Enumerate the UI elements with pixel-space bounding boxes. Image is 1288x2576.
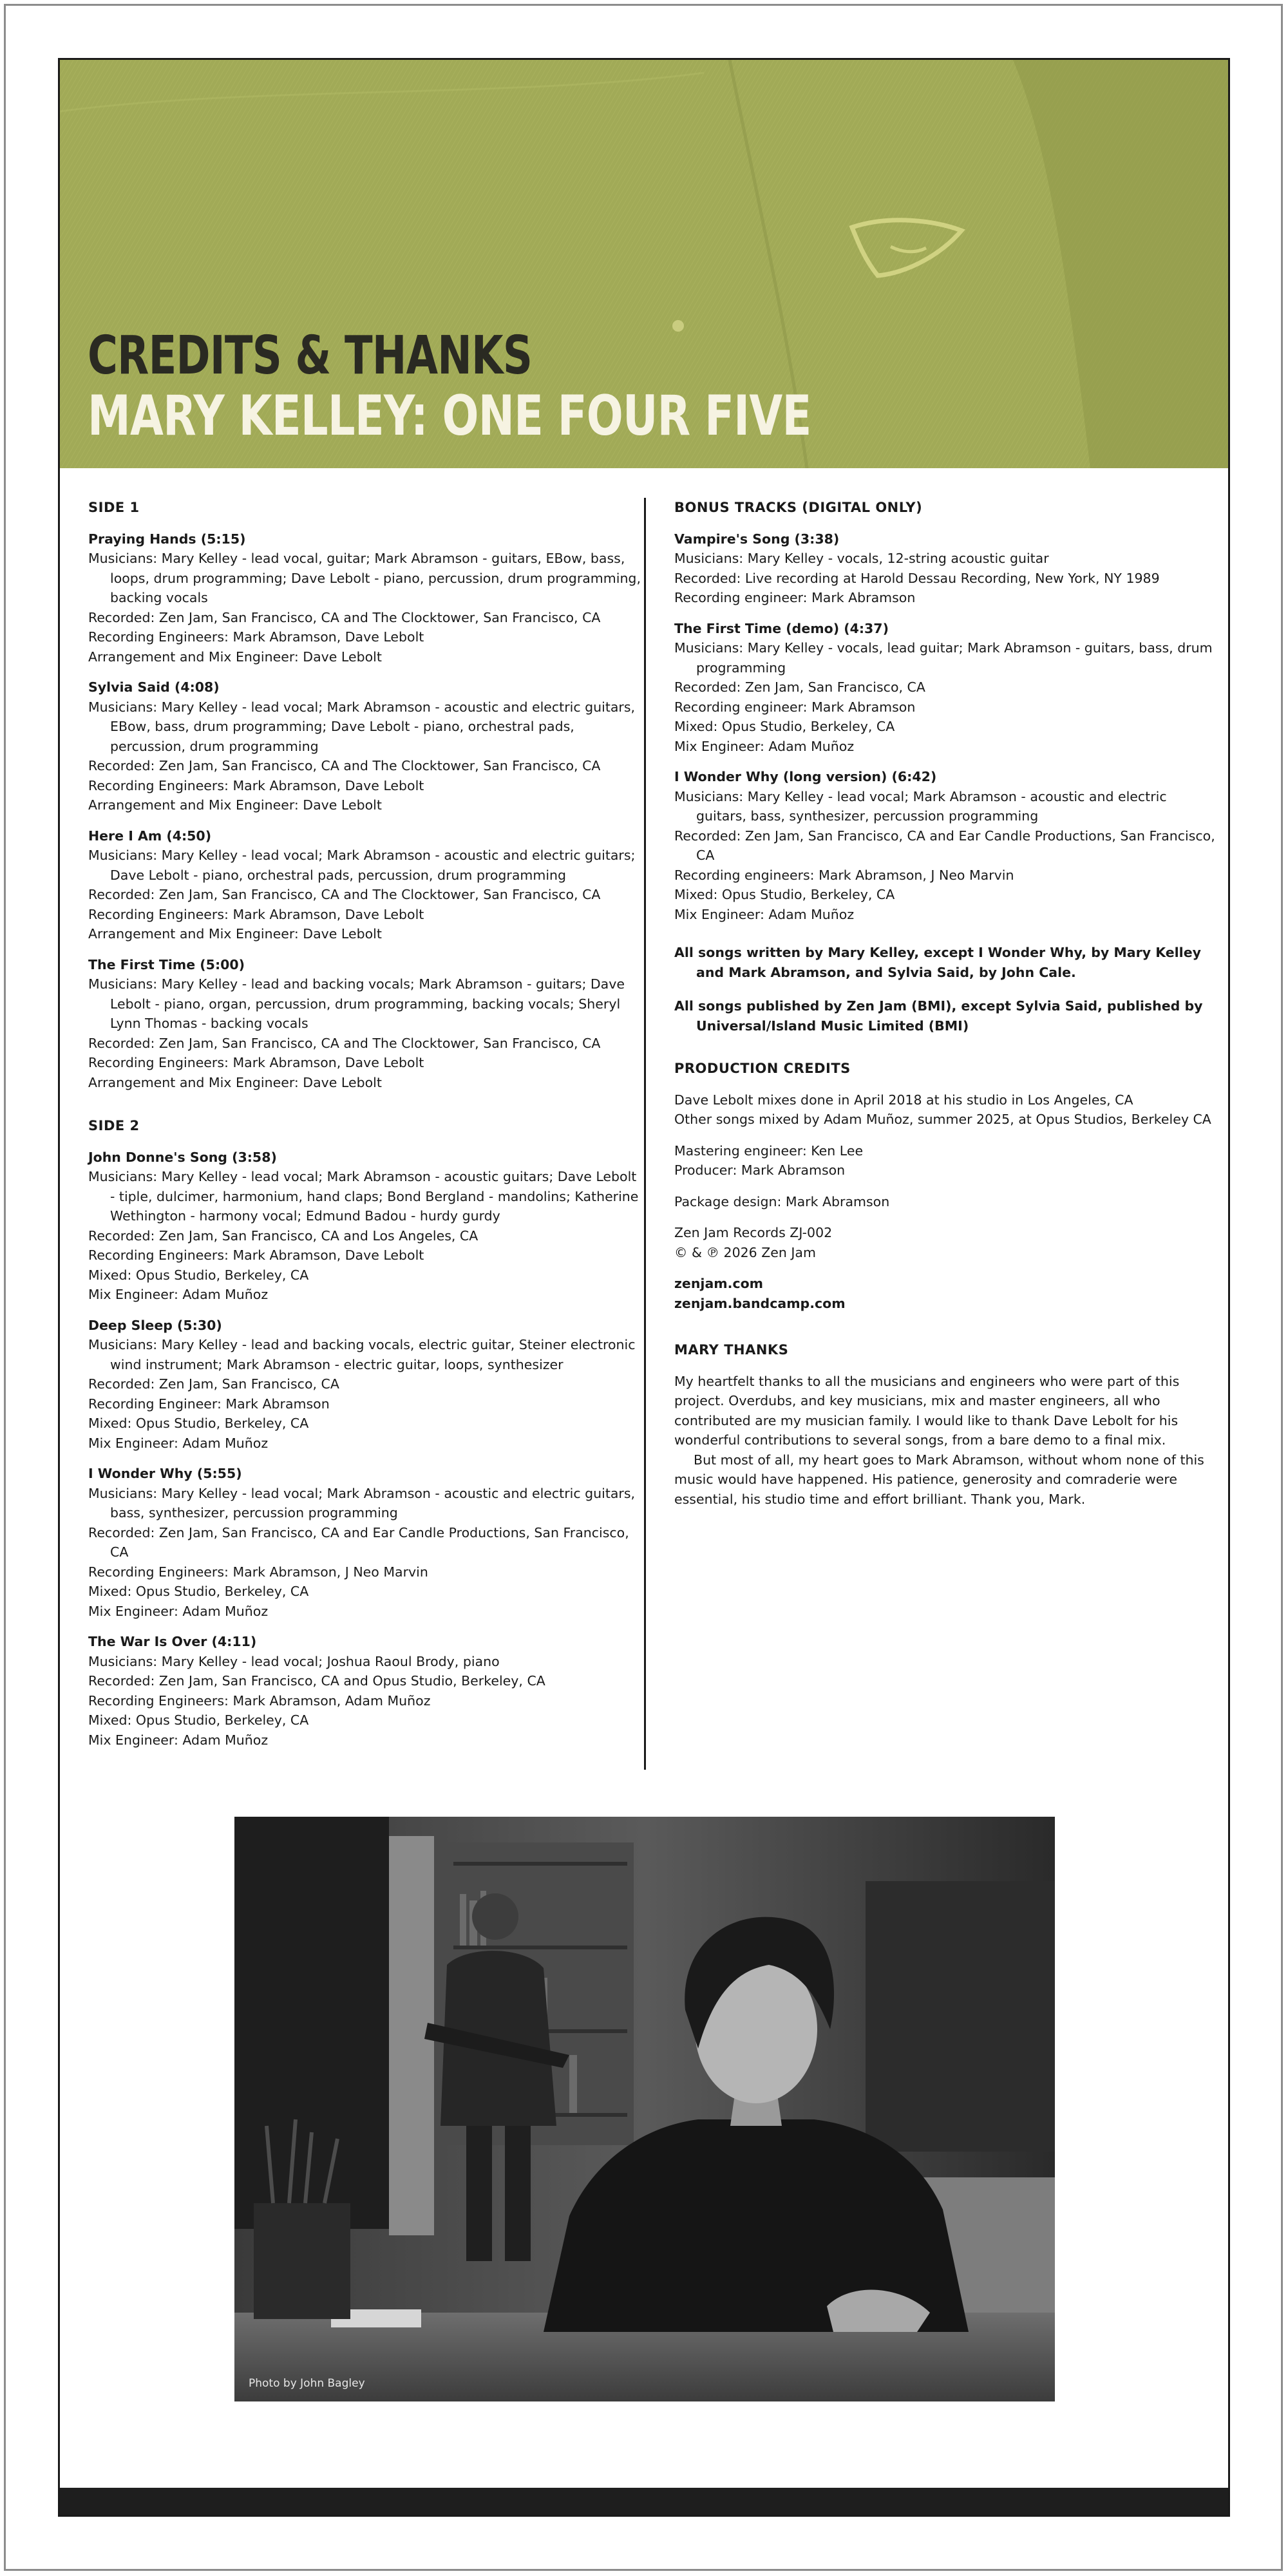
credit-line: Recorded: Zen Jam, San Francisco, CA and The Clocktower, San Francisco, CA: [88, 1035, 601, 1051]
credit-line: Recording engineer: Mark Abramson: [674, 699, 916, 715]
credit-line: Recording Engineer: Mark Abramson: [88, 1396, 330, 1412]
track-entry: [674, 767, 1215, 924]
label-info: [674, 1223, 1215, 1262]
credit-line: Musicians: Mary Kelley - lead vocal; Mark Abramson - acoustic and electric guitars, bass, synthesizer, percussion programming: [674, 788, 1167, 824]
credit-line: Mix Engineer: Adam Muñoz: [88, 1603, 269, 1619]
artist-photo: [234, 1817, 1055, 2401]
track-title: Here I Am (4:50): [88, 828, 212, 844]
track-entry: [88, 529, 642, 667]
track-title: The First Time (demo) (4:37): [674, 620, 889, 636]
track-entry: [674, 529, 1215, 608]
credit-line: Mixed: Opus Studio, Berkeley, CA: [674, 719, 895, 734]
thanks-paragraph: But most of all, my heart goes to Mark Abramson, without whom none of this music would have happened. His patience, generosity and comraderie were essential, his studio time and effort brilliant. Thank you, Mark.: [674, 1452, 1204, 1507]
credit-line: Recording engineer: Mark Abramson: [674, 590, 916, 605]
credit-line: Musicians: Mary Kelley - vocals, 12-string acoustic guitar: [674, 551, 1049, 566]
credit-line: Arrangement and Mix Engineer: Dave Lebolt: [88, 649, 382, 665]
thanks-heading: MARY THANKS: [674, 1342, 789, 1358]
credit-line: Musicians: Mary Kelley - lead vocal; Joshua Raoul Brody, piano: [88, 1653, 500, 1669]
credit-line: Mix Engineer: Adam Muñoz: [88, 1287, 269, 1302]
songwriting-note: All songs written by Mary Kelley, except I Wonder Why, by Mary Kelley and Mark Abramson, and Sylvia Said, by John Cale.: [674, 945, 1201, 980]
thanks-paragraph: My heartfelt thanks to all the musicians and engineers who were part of this project. Overdubs, and key musicians, mix and master engineers, all who contributed are my musician family. I would like to thank Dave Lebolt for his wonderful contributions to several songs, from a bare demo to a final mix.: [674, 1373, 1180, 1448]
track-entry: [674, 619, 1215, 757]
side1-heading: SIDE 1: [88, 500, 140, 515]
track-entry: [88, 1464, 642, 1621]
track-entry: [88, 826, 642, 944]
thanks-text: [674, 1372, 1215, 1510]
credit-line: Recorded: Zen Jam, San Francisco, CA and The Clocktower, San Francisco, CA: [88, 758, 601, 773]
website-link[interactable]: zenjam.com: [674, 1276, 764, 1291]
credit-line: Mix Engineer: Adam Muñoz: [88, 1732, 269, 1748]
credit-line: Musicians: Mary Kelley - lead vocal, guitar; Mark Abramson - guitars, EBow, bass, loops, drum programming; Dave Lebolt - piano, percussion, drum programming, backing vocals: [88, 551, 641, 605]
credit-line: Mix Engineer: Adam Muñoz: [674, 906, 855, 922]
column-divider: [644, 498, 646, 1770]
package-credit: Package design: Mark Abramson: [674, 1193, 890, 1209]
credit-line: Recorded: Zen Jam, San Francisco, CA and Ear Candle Productions, San Francisco, CA: [674, 828, 1215, 863]
website-links: [674, 1274, 1215, 1313]
credit-line: Arrangement and Mix Engineer: Dave Lebolt: [88, 797, 382, 813]
credit-line: Recording Engineers: Mark Abramson, Dave Lebolt: [88, 629, 424, 645]
track-entry: [88, 1316, 642, 1454]
mix-line: Other songs mixed by Adam Muñoz, summer 2025, at Opus Studios, Berkeley CA: [674, 1112, 1211, 1127]
title-banner: [60, 60, 1228, 468]
credits-title: CREDITS & THANKS: [88, 325, 533, 386]
track-title: Praying Hands (5:15): [88, 531, 246, 547]
mix-notes: [674, 1090, 1215, 1130]
track-title: I Wonder Why (long version) (6:42): [674, 769, 937, 784]
credit-line: Recorded: Live recording at Harold Dessau Recording, New York, NY 1989: [674, 570, 1160, 586]
photo-illustration: [234, 1817, 1055, 2401]
credits-sheet: [58, 58, 1230, 2517]
left-column: [88, 498, 642, 1761]
credit-line: Recording Engineers: Mark Abramson, J Neo Marvin: [88, 1564, 428, 1580]
track-title: The War Is Over (4:11): [88, 1634, 257, 1649]
right-column: [674, 498, 1215, 1509]
catalog-number: Zen Jam Records ZJ-002: [674, 1225, 833, 1240]
footer-bar: [60, 2488, 1228, 2515]
credit-line: Mix Engineer: Adam Muñoz: [88, 1435, 269, 1451]
track-title: The First Time (5:00): [88, 956, 245, 972]
credit-line: Musicians: Mary Kelley - lead vocal; Mark Abramson - acoustic and electric guitars, bass, synthesizer, percussion programming: [88, 1485, 636, 1520]
credit-line: Arrangement and Mix Engineer: Dave Lebolt: [88, 1074, 382, 1090]
credit-line: Mixed: Opus Studio, Berkeley, CA: [88, 1267, 309, 1283]
album-title: MARY KELLEY: ONE FOUR FIVE: [88, 384, 811, 448]
credit-line: Mixed: Opus Studio, Berkeley, CA: [674, 887, 895, 902]
credit-line: Recorded: Zen Jam, San Francisco, CA and The Clocktower, San Francisco, CA: [88, 609, 601, 625]
credit-line: Recording engineers: Mark Abramson, J Neo Marvin: [674, 867, 1014, 883]
engineer-credits: [674, 1141, 1215, 1180]
track-title: Vampire's Song (3:38): [674, 531, 840, 547]
credit-line: Recorded: Zen Jam, San Francisco, CA and The Clocktower, San Francisco, CA: [88, 887, 601, 902]
bonus-heading: BONUS TRACKS (DIGITAL ONLY): [674, 500, 923, 515]
credit-line: Mix Engineer: Adam Muñoz: [674, 738, 855, 754]
track-entry: [88, 677, 642, 815]
credit-line: Musicians: Mary Kelley - lead vocal; Mark Abramson - acoustic and electric guitars, EBow, bass, drum programming; Dave Lebolt - piano, orchestral pads, percussion, drum programming: [88, 699, 636, 754]
credit-line: Arrangement and Mix Engineer: Dave Lebolt: [88, 926, 382, 942]
credit-line: Recording Engineers: Mark Abramson, Dave Lebolt: [88, 1247, 424, 1263]
credit-line: Musicians: Mary Kelley - lead and backing vocals, electric guitar, Steiner electronic wind instrument; Mark Abramson - electric guitar, loops, synthesizer: [88, 1337, 636, 1372]
credit-line: Musicians: Mary Kelley - lead vocal; Mark Abramson - acoustic guitars; Dave Lebolt - tiple, dulcimer, harmonium, hand claps; Bond Bergland - mandolins; Katherine Wethington - harmony vocal; Edmund Badou - hurdy gurdy: [88, 1169, 639, 1224]
track-title: I Wonder Why (5:55): [88, 1466, 242, 1481]
mastering-credit: Mastering engineer: Ken Lee: [674, 1142, 864, 1159]
credit-line: Musicians: Mary Kelley - lead and backing vocals; Mark Abramson - guitars; Dave Lebolt - piano, organ, percussion, drum programming, backing vocals; Sheryl Lynn Thomas - backing vocals: [88, 976, 625, 1031]
credit-line: Musicians: Mary Kelley - vocals, lead guitar; Mark Abramson - guitars, bass, drum programming: [674, 640, 1213, 676]
credit-line: Mixed: Opus Studio, Berkeley, CA: [88, 1712, 309, 1728]
bandcamp-link[interactable]: zenjam.bandcamp.com: [674, 1295, 846, 1311]
credit-line: Recorded: Zen Jam, San Francisco, CA and Ear Candle Productions, San Francisco, CA: [88, 1524, 629, 1560]
production-heading: PRODUCTION CREDITS: [674, 1061, 851, 1076]
photo-credit: Photo by John Bagley: [249, 2377, 365, 2390]
credit-line: Mixed: Opus Studio, Berkeley, CA: [88, 1416, 309, 1431]
credit-line: Recording Engineers: Mark Abramson, Adam Muñoz: [88, 1692, 431, 1709]
credit-line: Recording Engineers: Mark Abramson, Dave Lebolt: [88, 906, 424, 922]
credit-line: Recording Engineers: Mark Abramson, Dave Lebolt: [88, 1055, 424, 1070]
credit-line: Recorded: Zen Jam, San Francisco, CA: [88, 1376, 339, 1392]
track-title: Sylvia Said (4:08): [88, 679, 220, 695]
track-title: John Donne's Song (3:58): [88, 1149, 277, 1165]
credit-line: Recording Engineers: Mark Abramson, Dave Lebolt: [88, 777, 424, 793]
credit-line: Musicians: Mary Kelley - lead vocal; Mark Abramson - acoustic and electric guitars; Dave Lebolt - piano, orchestral pads, percussion, drum programming: [88, 848, 636, 883]
track-title: Deep Sleep (5:30): [88, 1317, 222, 1333]
publishing-note: All songs published by Zen Jam (BMI), except Sylvia Said, published by Universal/Island Music Limited (BMI): [674, 998, 1203, 1034]
side2-heading: SIDE 2: [88, 1118, 140, 1133]
credit-line: Recorded: Zen Jam, San Francisco, CA and Los Angeles, CA: [88, 1227, 478, 1244]
credit-line: Recorded: Zen Jam, San Francisco, CA and Opus Studio, Berkeley, CA: [88, 1673, 545, 1689]
mix-line: Dave Lebolt mixes done in April 2018 at his studio in Los Angeles, CA: [674, 1092, 1133, 1108]
producer-credit: Producer: Mark Abramson: [674, 1162, 846, 1178]
track-entry: [88, 1148, 642, 1305]
track-entry: [88, 955, 642, 1093]
track-entry: [88, 1632, 642, 1750]
credit-line: Recorded: Zen Jam, San Francisco, CA: [674, 679, 925, 695]
credit-line: Mixed: Opus Studio, Berkeley, CA: [88, 1584, 309, 1599]
copyright-line: © & ℗ 2026 Zen Jam: [674, 1244, 816, 1260]
